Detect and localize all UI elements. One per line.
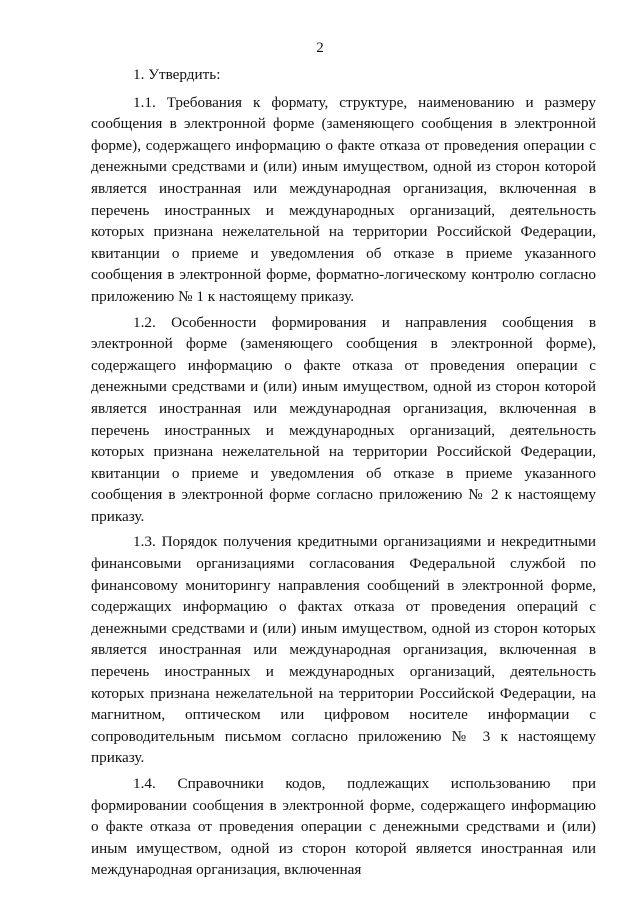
paragraph-1-4: 1.4. Справочники кодов, подлежащих использованию при формировании сообщения в электронной форме, содержащего информацию о факте отказа от проведения операции с денежными средствами и (или) иным имуществом, одной из сторон которой является иностранная или международная организация, включенная bbox=[91, 775, 596, 879]
document-body bbox=[91, 64, 596, 881]
paragraph-1-3: 1.3. Порядок получения кредитными организациями и некредитными финансовыми организациями согласования Федеральной службой по финансовому мониторингу направления сообщений в электронной форме, содержащих информацию о фактах отказа от проведения операций с денежными средствами и (или) иным имуществом, одной из сторон которых является иностранная или международная организация, включенная в перечень иностранных и международных организаций, деятельность которых признана нежелательной на территории Российской Федерации, на магнитном, оптическом или цифровом носителе информации с сопроводительным письмом согласно приложению № 3 к настоящему приказу. bbox=[91, 533, 596, 767]
paragraph-1-1: 1.1. Требования к формату, структуре, наименованию и размеру сообщения в электронной форме (заменяющего сообщения в электронной форме), содержащего информацию о факте отказа от проведения операции с денежными средствами и (или) иным имуществом, одной из сторон которой является иностранная или международная организация, включенная в перечень иностранных и международных организаций, деятельность которых признана нежелательной на территории Российской Федерации, квитанции о приеме и уведомления об отказе в приеме указанного сообщения в электронной форме, форматно-логическому контролю согласно приложению № 1 к настоящему приказу. bbox=[91, 93, 596, 305]
page-number: 2 bbox=[316, 40, 324, 56]
heading-approve: 1. Утвердить: bbox=[133, 66, 221, 83]
paragraph-1-2: 1.2. Особенности формирования и направления сообщения в электронной форме (заменяющего сообщения в электронной форме), содержащего информацию о факте отказа от проведения операции с денежными средствами и (или) иным имуществом, одной из сторон которой является иностранная или международная организация, включенная в перечень иностранных и международных организаций, деятельность которых признана нежелательной на территории Российской Федерации, квитанции о приеме и уведомления об отказе в приеме указанного сообщения в электронной форме согласно приложению № 2 к настоящему приказу. bbox=[91, 313, 596, 525]
